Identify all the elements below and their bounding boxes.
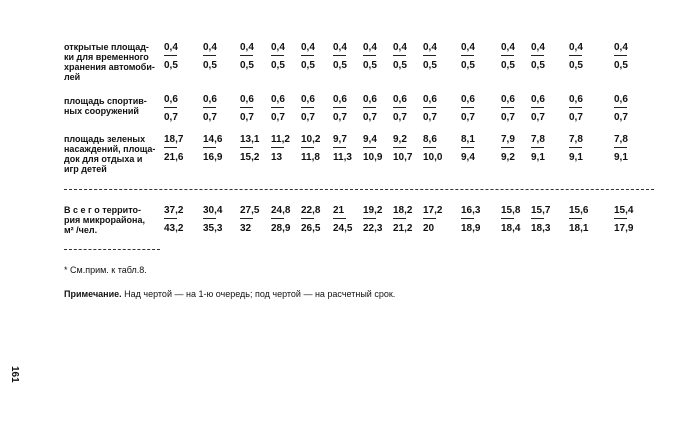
fraction-bar [393, 107, 406, 108]
value-first-stage: 27,5 [240, 205, 260, 216]
value-first-stage: 0,4 [203, 42, 217, 53]
value-first-stage: 0,4 [393, 42, 407, 53]
fraction-bar [531, 107, 544, 108]
fraction-bar [203, 55, 216, 56]
fraction-bar [569, 147, 582, 148]
fraction-bar [164, 147, 177, 148]
value-estimated-term: 0,7 [569, 112, 583, 123]
fraction-cell [461, 205, 491, 235]
fraction-bar [203, 218, 216, 219]
fraction-cell [240, 42, 270, 72]
fraction-cell [461, 134, 491, 164]
fraction-bar [461, 147, 474, 148]
fraction-cell [501, 205, 531, 235]
fraction-bar [271, 147, 284, 148]
value-first-stage: 30,4 [203, 205, 223, 216]
fraction-bar [271, 218, 284, 219]
fraction-cell [501, 42, 531, 72]
value-first-stage: 11,2 [271, 134, 290, 145]
fraction-cell [531, 42, 561, 72]
fraction-cell [333, 134, 363, 164]
value-first-stage: 0,4 [423, 42, 437, 53]
fraction-cell [423, 42, 453, 72]
value-first-stage: 9,7 [333, 134, 347, 145]
value-estimated-term: 16,9 [203, 152, 223, 163]
fraction-cell [569, 205, 599, 235]
fraction-cell [164, 134, 194, 164]
fraction-cell [569, 94, 599, 124]
value-estimated-term: 0,7 [301, 112, 315, 123]
value-estimated-term: 0,5 [271, 60, 285, 71]
value-estimated-term: 24,5 [333, 223, 353, 234]
value-first-stage: 16,3 [461, 205, 481, 216]
value-estimated-term: 11,8 [301, 152, 320, 163]
fraction-bar [393, 55, 406, 56]
value-first-stage: 15,7 [531, 205, 551, 216]
value-estimated-term: 0,7 [531, 112, 545, 123]
value-estimated-term: 28,9 [271, 223, 291, 234]
value-estimated-term: 9,4 [461, 152, 475, 163]
value-first-stage: 0,6 [501, 94, 515, 105]
value-first-stage: 19,2 [363, 205, 383, 216]
fraction-cell [363, 42, 393, 72]
value-first-stage: 0,6 [271, 94, 285, 105]
value-first-stage: 17,2 [423, 205, 443, 216]
fraction-cell [461, 94, 491, 124]
row-label: площадь зеленых насаждений, площа- док для отдыха и игр детей [64, 134, 156, 174]
value-estimated-term: 9,1 [531, 152, 545, 163]
fraction-bar [569, 107, 582, 108]
note-text: Над чертой — на 1-ю очередь; под чертой — на расчетный срок. [121, 289, 396, 299]
fraction-cell [393, 134, 423, 164]
value-estimated-term: 0,5 [569, 60, 583, 71]
value-estimated-term: 0,5 [363, 60, 377, 71]
fraction-cell [333, 205, 363, 235]
fraction-cell [164, 42, 194, 72]
value-estimated-term: 13 [271, 152, 283, 163]
value-estimated-term: 0,7 [423, 112, 437, 123]
value-estimated-term: 10,0 [423, 152, 443, 163]
fraction-cell [393, 94, 423, 124]
fraction-bar [393, 218, 406, 219]
table-separator [64, 189, 654, 190]
value-estimated-term: 0,5 [614, 60, 628, 71]
fraction-bar [461, 218, 474, 219]
fraction-bar [423, 107, 436, 108]
fraction-cell [501, 134, 531, 164]
fraction-cell [569, 134, 599, 164]
fraction-cell [164, 94, 194, 124]
value-estimated-term: 18,9 [461, 223, 481, 234]
fraction-cell [301, 134, 331, 164]
value-estimated-term: 21,2 [393, 223, 413, 234]
fraction-bar [423, 218, 436, 219]
fraction-cell [393, 205, 423, 235]
fraction-cell [531, 94, 561, 124]
value-estimated-term: 26,5 [301, 223, 321, 234]
value-estimated-term: 0,7 [393, 112, 407, 123]
fraction-bar [363, 107, 376, 108]
value-first-stage: 0,6 [531, 94, 545, 105]
value-estimated-term: 18,3 [531, 223, 551, 234]
value-estimated-term: 0,7 [363, 112, 377, 123]
value-first-stage: 0,6 [614, 94, 628, 105]
value-first-stage: 7,9 [501, 134, 515, 145]
fraction-cell [461, 42, 491, 72]
fraction-cell [240, 205, 270, 235]
fraction-cell [333, 42, 363, 72]
note [64, 289, 395, 299]
value-first-stage: 8,1 [461, 134, 475, 145]
fraction-bar [240, 107, 253, 108]
value-estimated-term: 35,3 [203, 223, 223, 234]
page-number: 161 [9, 366, 20, 383]
value-first-stage: 0,4 [333, 42, 347, 53]
fraction-bar [301, 107, 314, 108]
fraction-cell [301, 94, 331, 124]
row-label: открытые площад- ки для временного хранения автомоби- лей [64, 42, 155, 82]
value-estimated-term: 18,4 [501, 223, 521, 234]
fraction-cell [203, 134, 233, 164]
fraction-cell [240, 94, 270, 124]
value-estimated-term: 18,1 [569, 223, 589, 234]
fraction-bar [203, 147, 216, 148]
value-first-stage: 0,4 [164, 42, 178, 53]
fraction-cell [423, 205, 453, 235]
value-estimated-term: 9,2 [501, 152, 515, 163]
fraction-cell [393, 42, 423, 72]
value-first-stage: 15,6 [569, 205, 589, 216]
value-estimated-term: 43,2 [164, 223, 184, 234]
fraction-cell [333, 94, 363, 124]
fraction-cell [301, 205, 331, 235]
value-first-stage: 9,4 [363, 134, 377, 145]
fraction-bar [614, 147, 627, 148]
fraction-bar [333, 218, 346, 219]
fraction-bar [164, 55, 177, 56]
fraction-bar [501, 107, 514, 108]
fraction-cell [614, 42, 644, 72]
fraction-bar [531, 147, 544, 148]
fraction-cell [363, 205, 393, 235]
fraction-bar [531, 218, 544, 219]
value-estimated-term: 22,3 [363, 223, 383, 234]
fraction-cell [423, 134, 453, 164]
fraction-bar [164, 107, 177, 108]
fraction-bar [531, 55, 544, 56]
value-first-stage: 10,2 [301, 134, 321, 145]
value-first-stage: 0,6 [569, 94, 583, 105]
row-label: площадь спортив- ных сооружений [64, 96, 147, 116]
value-first-stage: 7,8 [531, 134, 545, 145]
value-first-stage: 15,4 [614, 205, 634, 216]
fraction-cell [569, 42, 599, 72]
fraction-cell [531, 134, 561, 164]
value-estimated-term: 0,5 [203, 60, 217, 71]
value-estimated-term: 17,9 [614, 223, 634, 234]
value-estimated-term: 0,5 [301, 60, 315, 71]
value-first-stage: 15,8 [501, 205, 521, 216]
fraction-cell [363, 134, 393, 164]
fraction-cell [271, 94, 301, 124]
value-first-stage: 0,4 [614, 42, 628, 53]
value-first-stage: 0,6 [393, 94, 407, 105]
value-estimated-term: 0,5 [333, 60, 347, 71]
fraction-bar [461, 107, 474, 108]
fraction-bar [301, 218, 314, 219]
note-label: Примечание. [64, 289, 122, 299]
fraction-bar [614, 218, 627, 219]
value-first-stage: 0,4 [461, 42, 475, 53]
value-first-stage: 0,4 [363, 42, 377, 53]
value-estimated-term: 10,7 [393, 152, 413, 163]
fraction-bar [164, 218, 177, 219]
fraction-bar [301, 147, 314, 148]
fraction-cell [271, 134, 301, 164]
fraction-cell [614, 205, 644, 235]
value-first-stage: 7,8 [569, 134, 583, 145]
fraction-cell [501, 94, 531, 124]
fraction-cell [164, 205, 194, 235]
fraction-bar [363, 218, 376, 219]
value-first-stage: 0,4 [240, 42, 254, 53]
value-estimated-term: 21,6 [164, 152, 184, 163]
fraction-bar [240, 55, 253, 56]
value-first-stage: 0,6 [301, 94, 315, 105]
value-estimated-term: 0,7 [461, 112, 475, 123]
value-first-stage: 37,2 [164, 205, 184, 216]
value-first-stage: 0,6 [164, 94, 178, 105]
fraction-bar [393, 147, 406, 148]
fraction-cell [240, 134, 270, 164]
fraction-cell [271, 42, 301, 72]
fraction-bar [240, 218, 253, 219]
fraction-bar [271, 55, 284, 56]
value-estimated-term: 20 [423, 223, 435, 234]
fraction-bar [363, 55, 376, 56]
row-label: В с е г о террито- рия микрорайона, м² /чел. [64, 205, 145, 235]
value-first-stage: 0,6 [203, 94, 217, 105]
footnote-separator [64, 249, 160, 250]
value-estimated-term: 0,7 [501, 112, 515, 123]
fraction-bar [333, 147, 346, 148]
value-estimated-term: 32 [240, 223, 252, 234]
value-estimated-term: 0,7 [164, 112, 178, 123]
fraction-bar [423, 147, 436, 148]
value-first-stage: 13,1 [240, 134, 260, 145]
fraction-bar [501, 147, 514, 148]
fraction-cell [203, 42, 233, 72]
value-estimated-term: 0,5 [423, 60, 437, 71]
value-first-stage: 0,4 [501, 42, 515, 53]
fraction-bar [240, 147, 253, 148]
fraction-bar [569, 55, 582, 56]
value-estimated-term: 0,5 [531, 60, 545, 71]
value-first-stage: 0,6 [240, 94, 254, 105]
value-first-stage: 18,7 [164, 134, 184, 145]
value-first-stage: 14,6 [203, 134, 223, 145]
fraction-cell [203, 205, 233, 235]
value-estimated-term: 10,9 [363, 152, 383, 163]
fraction-cell [614, 134, 644, 164]
value-first-stage: 9,2 [393, 134, 407, 145]
value-first-stage: 0,6 [423, 94, 437, 105]
value-first-stage: 7,8 [614, 134, 628, 145]
fraction-bar [501, 218, 514, 219]
value-estimated-term: 0,7 [333, 112, 347, 123]
value-estimated-term: 11,3 [333, 152, 352, 163]
value-estimated-term: 9,1 [614, 152, 628, 163]
fraction-bar [333, 107, 346, 108]
value-first-stage: 0,6 [461, 94, 475, 105]
value-estimated-term: 0,5 [240, 60, 254, 71]
value-estimated-term: 15,2 [240, 152, 260, 163]
fraction-cell [271, 205, 301, 235]
value-estimated-term: 9,1 [569, 152, 583, 163]
fraction-bar [614, 55, 627, 56]
fraction-cell [301, 42, 331, 72]
value-estimated-term: 0,7 [240, 112, 254, 123]
value-estimated-term: 0,7 [271, 112, 285, 123]
fraction-cell [531, 205, 561, 235]
fraction-bar [423, 55, 436, 56]
value-first-stage: 8,6 [423, 134, 437, 145]
value-estimated-term: 0,5 [164, 60, 178, 71]
value-first-stage: 0,4 [301, 42, 315, 53]
value-estimated-term: 0,7 [203, 112, 217, 123]
value-first-stage: 0,6 [333, 94, 347, 105]
fraction-bar [363, 147, 376, 148]
value-first-stage: 0,4 [531, 42, 545, 53]
value-first-stage: 24,8 [271, 205, 291, 216]
fraction-bar [614, 107, 627, 108]
value-first-stage: 0,6 [363, 94, 377, 105]
fraction-bar [271, 107, 284, 108]
fraction-bar [461, 55, 474, 56]
fraction-bar [569, 218, 582, 219]
value-estimated-term: 0,5 [393, 60, 407, 71]
value-estimated-term: 0,5 [501, 60, 515, 71]
value-first-stage: 22,8 [301, 205, 321, 216]
fraction-cell [203, 94, 233, 124]
value-first-stage: 21 [333, 205, 345, 216]
fraction-cell [423, 94, 453, 124]
fraction-bar [333, 55, 346, 56]
value-first-stage: 0,4 [569, 42, 583, 53]
fraction-cell [363, 94, 393, 124]
footnote: * См.прим. к табл.8. [64, 265, 147, 275]
value-first-stage: 18,2 [393, 205, 413, 216]
fraction-bar [203, 107, 216, 108]
fraction-cell [614, 94, 644, 124]
value-estimated-term: 0,5 [461, 60, 475, 71]
fraction-bar [301, 55, 314, 56]
fraction-bar [501, 55, 514, 56]
value-first-stage: 0,4 [271, 42, 285, 53]
value-estimated-term: 0,7 [614, 112, 628, 123]
